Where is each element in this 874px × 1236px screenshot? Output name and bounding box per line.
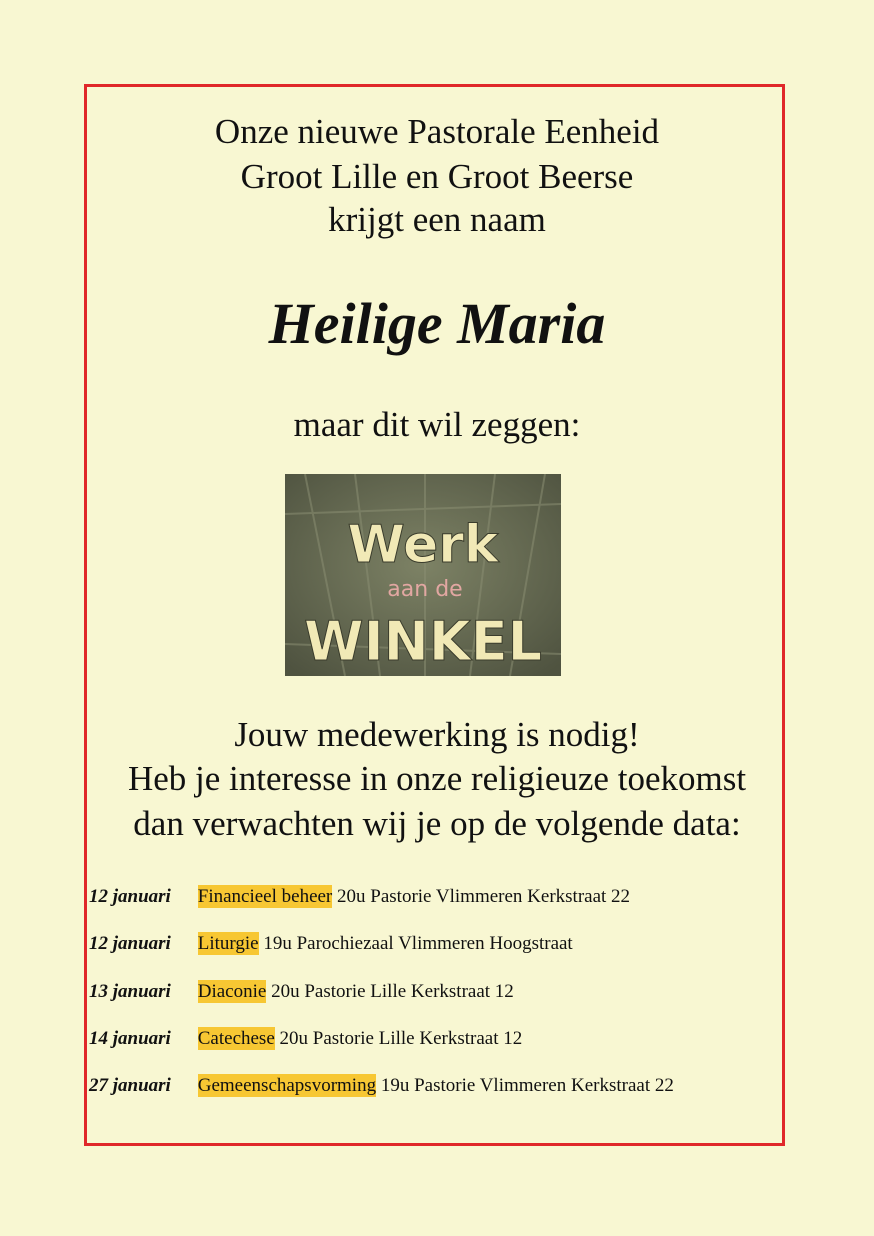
header-line-2: Groot Lille en Groot Beerse — [240, 157, 634, 196]
schedule-date: 27 januari — [89, 1075, 171, 1096]
schedule-topic: Diaconie — [197, 981, 267, 1002]
call-line-3: dan verwachten wij je op de volgende data: — [133, 804, 741, 843]
logo-word-aan-de: aan de — [387, 577, 463, 602]
page-title: Heilige Maria — [268, 291, 606, 356]
logo-word-werk: Werk — [347, 515, 499, 575]
call-line-2: Heb je interesse in onze religieuze toekomst — [127, 759, 747, 798]
schedule-row — [89, 885, 630, 909]
schedule-details: 20u Pastorie Lille Kerkstraat 12 — [279, 1028, 523, 1049]
schedule-date: 12 januari — [89, 886, 171, 907]
schedule-details: 20u Pastorie Vlimmeren Kerkstraat 22 — [337, 886, 631, 907]
schedule-topic: Catechese — [197, 1028, 275, 1049]
schedule-row — [89, 980, 514, 1004]
schedule-date: 12 januari — [89, 933, 171, 954]
schedule-details: 19u Pastorie Vlimmeren Kerkstraat 22 — [380, 1075, 674, 1096]
header-line-1: Onze nieuwe Pastorale Eenheid — [214, 112, 660, 151]
schedule-row — [89, 932, 573, 956]
schedule-row — [89, 1027, 522, 1051]
call-line-1: Jouw medewerking is nodig! — [234, 715, 640, 754]
schedule-details: 19u Parochiezaal Vlimmeren Hoogstraat — [263, 933, 573, 954]
werk-aan-de-winkel-logo — [285, 474, 561, 676]
schedule-topic: Gemeenschapsvorming — [197, 1075, 377, 1096]
header-line-3: krijgt een naam — [328, 200, 546, 239]
logo-word-winkel: WINKEL — [304, 610, 542, 673]
schedule-details: 20u Pastorie Lille Kerkstraat 12 — [271, 981, 514, 1002]
schedule-date: 13 januari — [89, 981, 171, 1002]
schedule-date: 14 januari — [89, 1028, 171, 1049]
schedule-topic: Liturgie — [197, 933, 259, 954]
schedule-row — [89, 1074, 674, 1098]
schedule-topic: Financieel beheer — [197, 886, 333, 907]
subtitle: maar dit wil zeggen: — [293, 405, 581, 444]
